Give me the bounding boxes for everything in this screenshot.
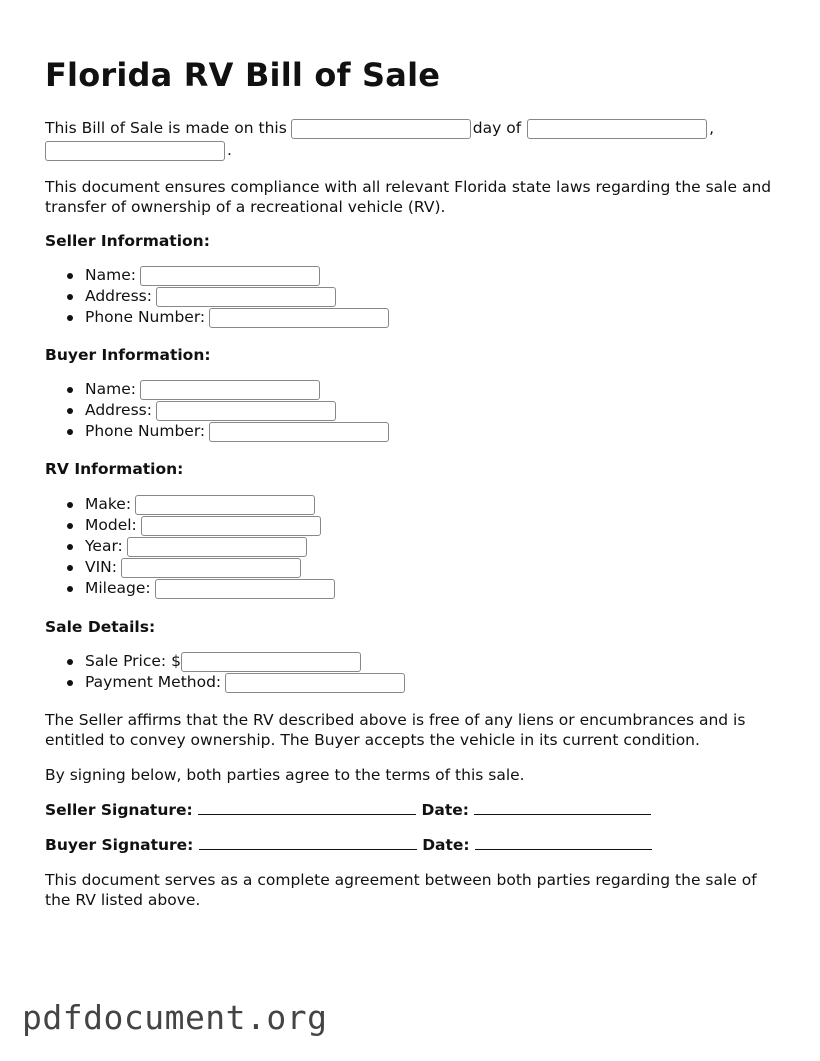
affirmation-paragraph: The Seller affirms that the RV described above is free of any liens or encumbrances and is entitled to convey ownership. The Buyer accepts the vehicle in its current condition. (45, 711, 746, 749)
list-item (85, 515, 337, 536)
intro-line-2 (45, 140, 232, 161)
buyer-date-label: Date: (422, 836, 470, 854)
seller-address-input[interactable] (156, 287, 336, 307)
intro-comma: , (709, 119, 715, 137)
payment-method-input[interactable] (225, 673, 405, 693)
agreement-paragraph: By signing below, both parties agree to the terms of this sale. (45, 766, 525, 784)
seller-name-input[interactable] (140, 266, 320, 286)
rv-vin-input[interactable] (121, 558, 301, 578)
seller-signature-line (45, 800, 651, 820)
rv-year-input[interactable] (127, 537, 307, 557)
list-item (85, 494, 337, 515)
buyer-name-input[interactable] (140, 380, 320, 400)
buyer-list (45, 379, 391, 442)
sale-price-input[interactable] (181, 652, 361, 672)
intro-line (45, 118, 714, 139)
list-item (85, 307, 391, 328)
seller-date-label: Date: (421, 801, 469, 819)
payment-method-label: Payment Method: (85, 673, 222, 691)
seller-signature-blank[interactable] (198, 800, 416, 815)
rv-list (45, 494, 337, 599)
day-input[interactable] (291, 119, 471, 139)
buyer-heading: Buyer Information: (45, 346, 211, 364)
seller-list (45, 265, 391, 328)
seller-address-label: Address: (85, 287, 152, 305)
compliance-paragraph: This document ensures compliance with all relevant Florida state laws regarding the sale and transfer of ownership of a recreational vehicle (RV). (45, 178, 772, 216)
buyer-phone-label: Phone Number: (85, 422, 206, 440)
rv-make-input[interactable] (135, 495, 315, 515)
list-item (85, 536, 337, 557)
rv-make-label: Make: (85, 495, 132, 513)
rv-vin-label: VIN: (85, 558, 117, 576)
watermark-text: pdfdocument.org (22, 998, 328, 1037)
list-item (85, 672, 407, 693)
seller-heading: Seller Information: (45, 232, 210, 250)
buyer-signature-label: Buyer Signature: (45, 836, 194, 854)
list-item (85, 557, 337, 578)
buyer-name-label: Name: (85, 380, 136, 398)
document-title: Florida RV Bill of Sale (45, 56, 441, 94)
intro-prefix: This Bill of Sale is made on this (45, 119, 287, 137)
sale-price-label: Sale Price: $ (85, 652, 181, 670)
list-item (85, 379, 391, 400)
buyer-date-blank[interactable] (475, 835, 652, 850)
list-item (85, 286, 391, 307)
seller-phone-label: Phone Number: (85, 308, 206, 326)
seller-date-blank[interactable] (474, 800, 651, 815)
buyer-address-label: Address: (85, 401, 152, 419)
list-item (85, 578, 337, 599)
sale-heading: Sale Details: (45, 618, 156, 636)
rv-mileage-input[interactable] (155, 579, 335, 599)
sale-list (45, 651, 407, 693)
month-input[interactable] (527, 119, 707, 139)
rv-mileage-label: Mileage: (85, 579, 151, 597)
rv-heading: RV Information: (45, 460, 184, 478)
list-item (85, 651, 407, 672)
intro-day-of: day of (472, 119, 522, 137)
rv-model-input[interactable] (141, 516, 321, 536)
rv-year-label: Year: (85, 537, 123, 555)
buyer-address-input[interactable] (156, 401, 336, 421)
buyer-signature-line (45, 835, 652, 855)
rv-model-label: Model: (85, 516, 137, 534)
buyer-phone-input[interactable] (209, 422, 389, 442)
seller-phone-input[interactable] (209, 308, 389, 328)
year-input[interactable] (45, 141, 225, 161)
seller-signature-label: Seller Signature: (45, 801, 193, 819)
intro-period: . (227, 141, 232, 159)
closing-paragraph: This document serves as a complete agreement between both parties regarding the sale of the RV listed above. (45, 871, 757, 909)
list-item (85, 265, 391, 286)
list-item (85, 421, 391, 442)
list-item (85, 400, 391, 421)
buyer-signature-blank[interactable] (199, 835, 417, 850)
seller-name-label: Name: (85, 266, 136, 284)
